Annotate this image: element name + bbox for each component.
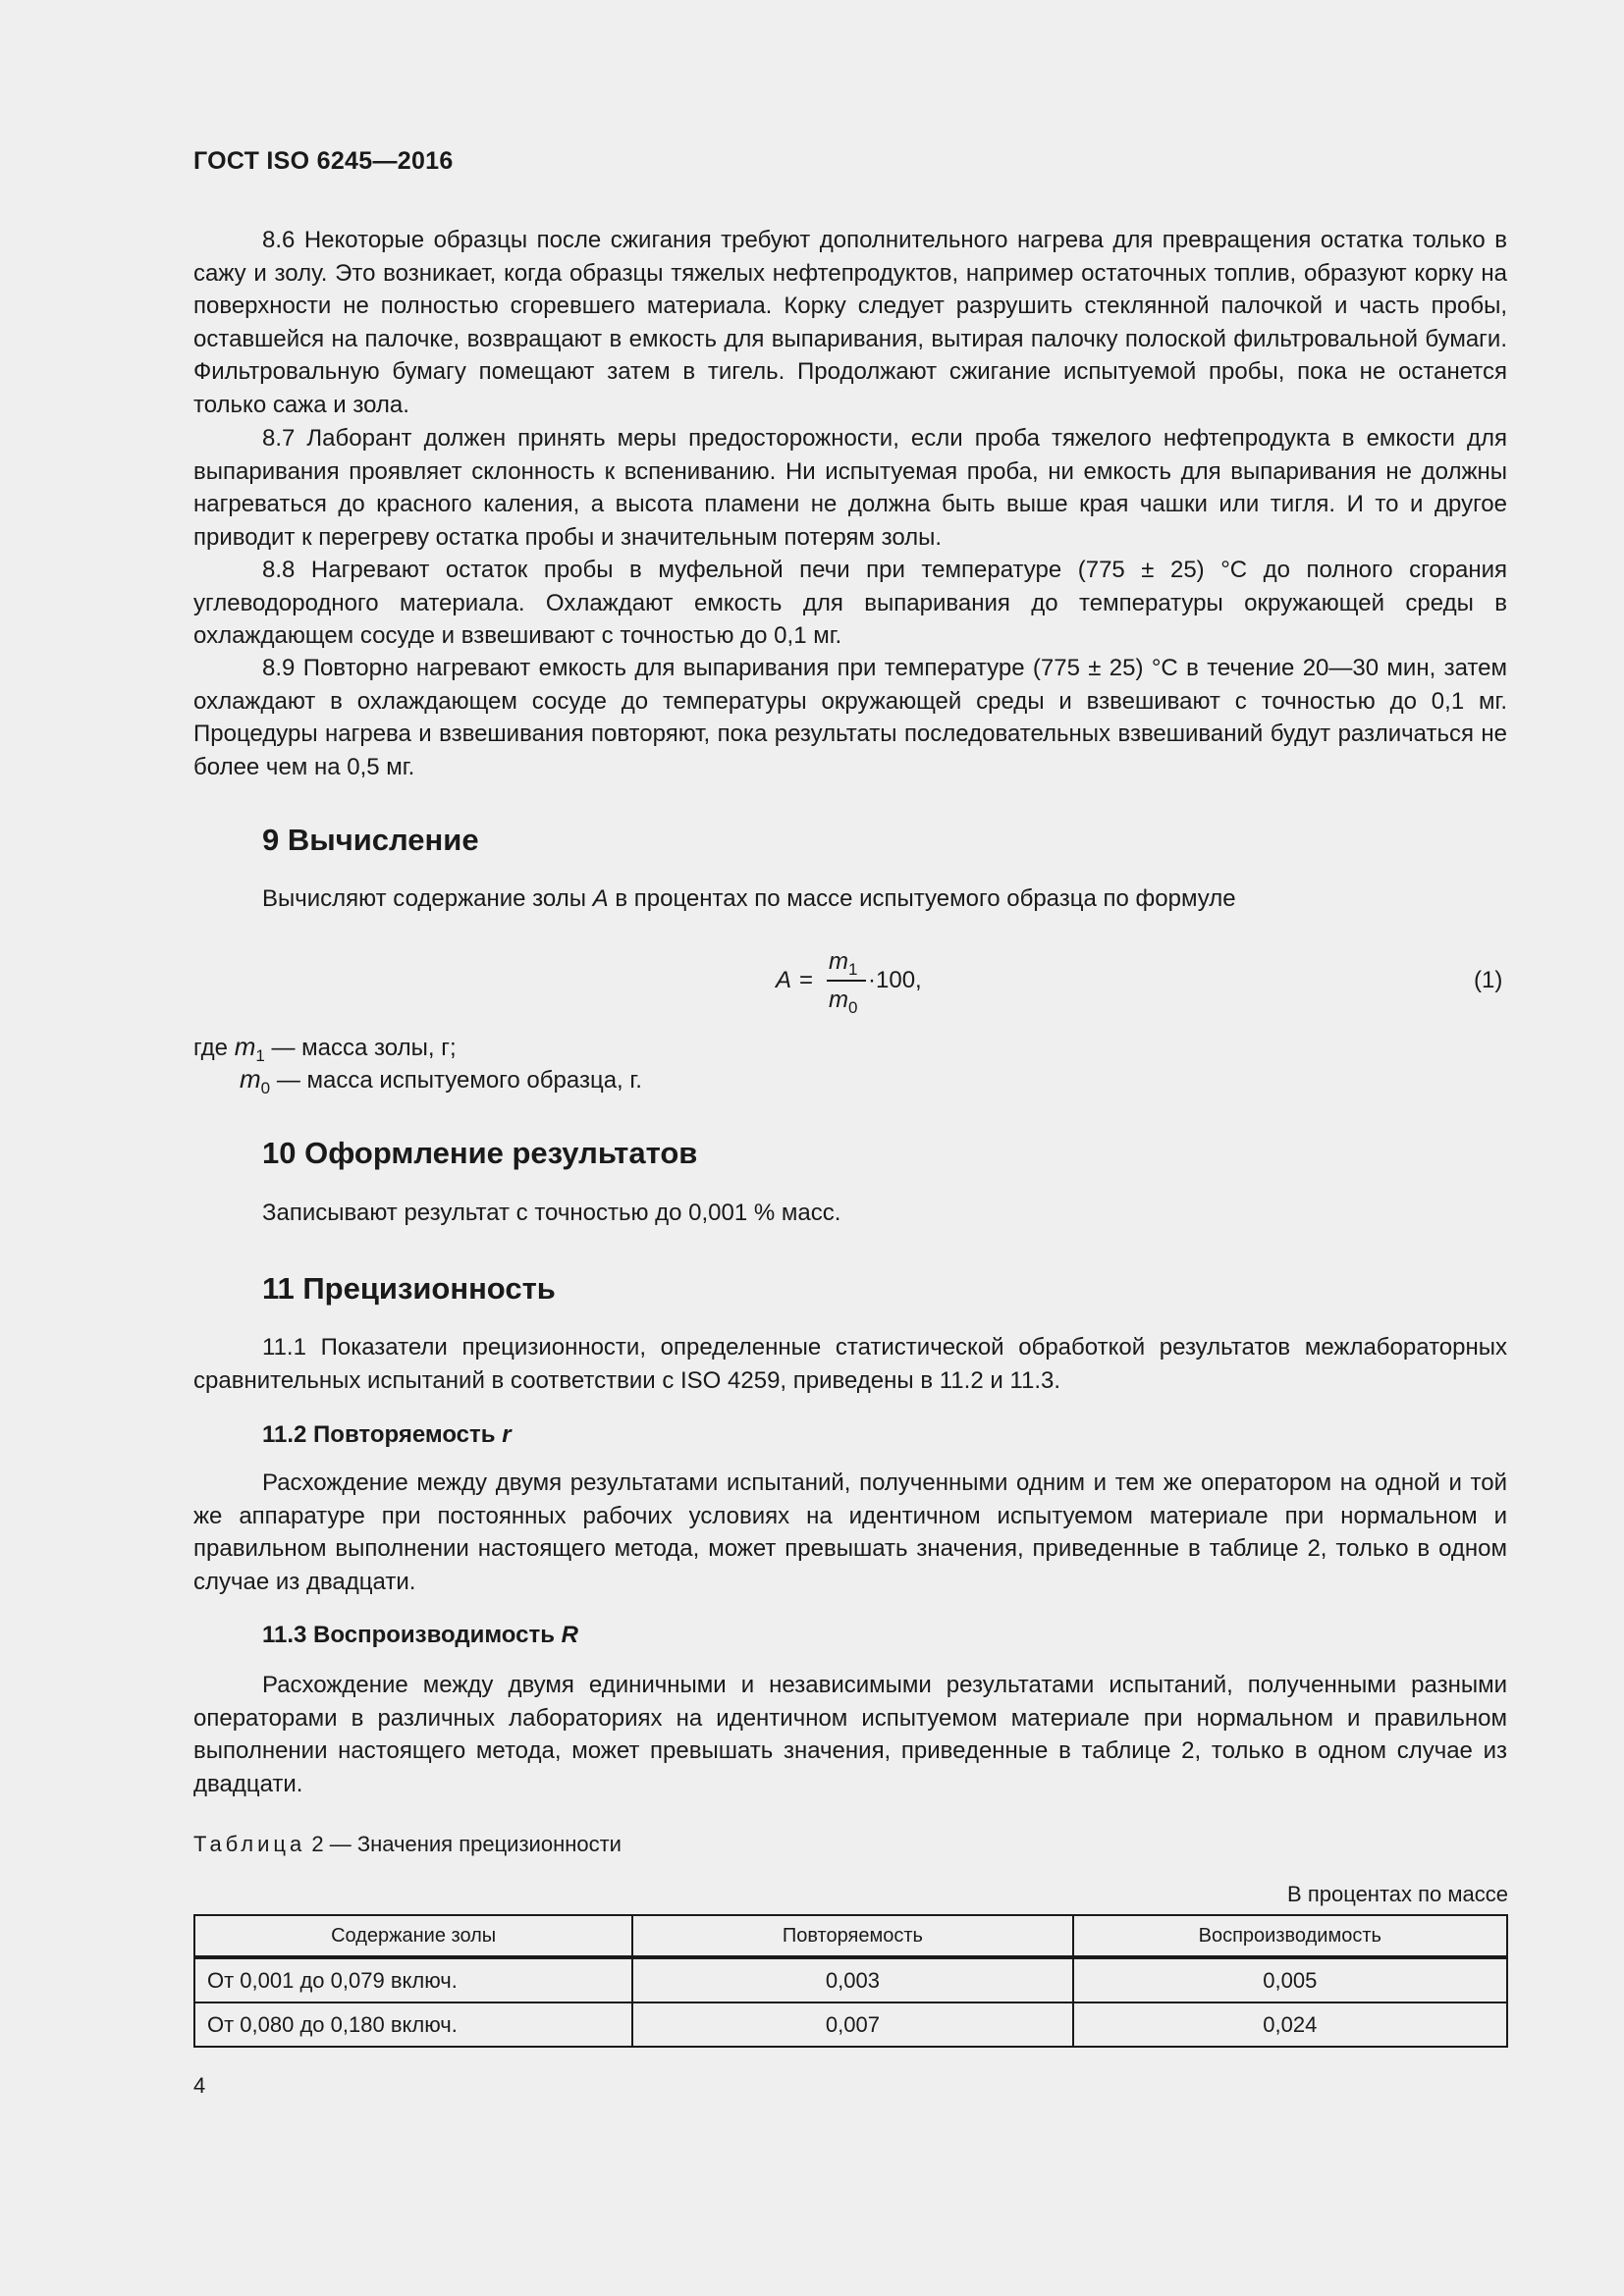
- paragraph-8-7: 8.7 Лаборант должен принять меры предосторожности, если проба тяжелого нефтепродукта в емкости для выпаривания проявляет склонность к вспениванию. Ни испытуемая проба, ни емкость для выпаривания не должны нагреваться до красного каления, а высота пламени не должна быть выше края чашки или тигля. И то и другое приводит к перегреву остатка пробы и значительным потерям золы.: [193, 425, 1507, 551]
- cell-repeatability: 0,003: [632, 1957, 1072, 2002]
- document-header: ГОСТ ISO 6245—2016: [193, 147, 454, 175]
- cell-ash-range: От 0,080 до 0,180 включ.: [194, 2002, 632, 2047]
- section-11-heading: 11 Прецизионность: [262, 1271, 556, 1306]
- paragraph-8-8: 8.8 Нагревают остаток пробы в муфельной печи при температуре (775 ± 25) °С до полного сгорания углеводородного материала. Охлаждают емкость для выпаривания до температуры окружающей среды в охлаждающем сосуде и взвешивают с точностью до 0,1 мг.: [193, 557, 1507, 650]
- section-10-heading: 10 Оформление результатов: [262, 1136, 698, 1170]
- cell-reproducibility: 0,005: [1073, 1957, 1507, 2002]
- precision-table: [193, 1914, 1508, 2048]
- page-number: 4: [193, 2073, 206, 2098]
- formula-denominator: $m_0$: [829, 987, 858, 1017]
- formula-multiplier: ·100,: [868, 967, 922, 993]
- subsection-11-3-heading: 11.3 Воспроизводимость R: [262, 1622, 578, 1648]
- header-ash-content: Содержание золы: [194, 1915, 632, 1957]
- cell-reproducibility: 0,024: [1073, 2002, 1507, 2047]
- table-row: [194, 1957, 1507, 2002]
- where-line-1: где $m_1$ — масса золы, г;: [193, 1032, 457, 1065]
- header-repeatability: Повторяемость: [632, 1915, 1072, 1957]
- header-reproducibility: Воспроизводимость: [1073, 1915, 1507, 1957]
- subsection-11-2-heading: 11.2 Повторяемость r: [262, 1421, 512, 1448]
- formula-lhs: A: [776, 967, 792, 993]
- table-2-caption: Таблица 2 — Значения прецизионности: [193, 1832, 622, 1856]
- paragraph-11-2: Расхождение между двумя результатами испытаний, полученными одним и тем же оператором на одной и той же аппаратуре при постоянных рабочих условиях на идентичном испытуемом материале при нормальном и правильном выполнении настоящего метода, может превышать значения, приведенные в таблице 2, только в одном случае из двадцати.: [193, 1469, 1507, 1595]
- paragraph-11-1: 11.1 Показатели прецизионности, определенные статистической обработкой результатов межлабораторных сравнительных испытаний в соответствии с ISO 4259, приведены в 11.2 и 11.3.: [193, 1334, 1507, 1394]
- formula-numerator: $m_1$: [829, 948, 858, 979]
- table-header-row: [194, 1915, 1507, 1957]
- paragraph-11-3: Расхождение между двумя единичными и независимыми результатами испытаний, полученными разными операторами в различных лабораториях на идентичном испытуемом материале при нормальном и правильном выполнении настоящего метода, может превышать значения, приведенные в таблице 2, только в одном случае из двадцати.: [193, 1672, 1507, 1797]
- variable-a: A: [592, 885, 609, 912]
- table-2-units: В процентах по массе: [1287, 1882, 1508, 1906]
- paragraph-8-6: 8.6 Некоторые образцы после сжигания требуют дополнительного нагрева для превращения остатка только в сажу и золу. Это возникает, когда образцы тяжелых нефтепродуктов, например остаточных топлив, образуют корку на поверхности не полностью сгоревшего материала. Корку следует разрушить стеклянной палочкой и часть пробы, оставшейся на палочке, возвращают в емкость для выпаривания, вытирая палочку полоской фильтровальной бумаги. Фильтровальную бумагу помещают затем в тигель. Продолжают сжигание испытуемой пробы, пока не останется только сажа и зола.: [193, 227, 1507, 418]
- table-row: [194, 2002, 1507, 2047]
- section-9-intro: Вычисляют содержание золы A в процентах по массе испытуемого образца по формуле: [262, 885, 1236, 912]
- section-9-heading: 9 Вычисление: [262, 823, 479, 857]
- fraction-bar: [827, 980, 866, 982]
- cell-ash-range: От 0,001 до 0,079 включ.: [194, 1957, 632, 2002]
- cell-repeatability: 0,007: [632, 2002, 1072, 2047]
- paragraph-8-9: 8.9 Повторно нагревают емкость для выпаривания при температуре (775 ± 25) °С в течение 20—30 мин, затем охлаждают в охлаждающем сосуде до температуры окружающей среды и взвешивают с точностью до 0,1 мг. Процедуры нагрева и взвешивания повторяют, пока результаты последовательных взвешиваний будут различаться не более чем на 0,5 мг.: [193, 655, 1507, 780]
- formula-equals: =: [799, 967, 814, 993]
- formula-number: (1): [1474, 967, 1503, 993]
- where-line-2: $m_0$ — масса испытуемого образца, г.: [240, 1064, 642, 1097]
- section-10-text: Записывают результат с точностью до 0,001 % масс.: [262, 1200, 841, 1226]
